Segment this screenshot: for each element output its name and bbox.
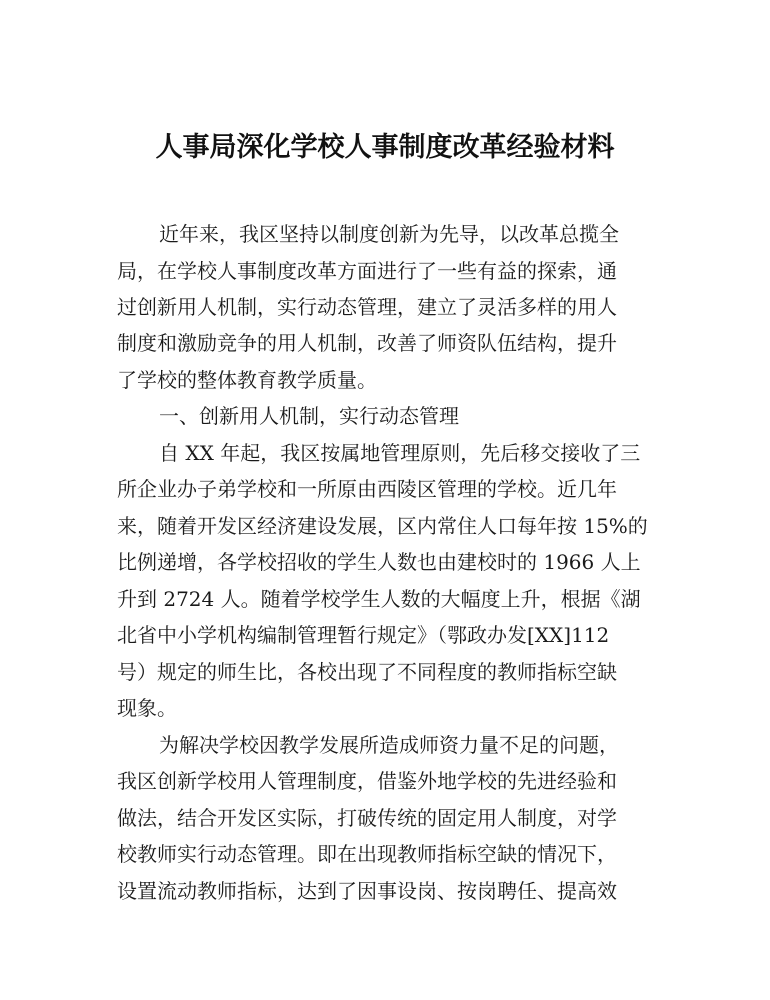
paragraph-line: 比例递增，各学校招收的学生人数也由建校时的 1966 人上 — [117, 550, 641, 574]
paragraph-line: 现象。 — [117, 696, 177, 720]
paragraph-line: 了学校的整体教育教学质量。 — [117, 368, 377, 392]
paragraph-line: 设置流动教师指标，达到了因事设岗、按岗聘任、提高效 — [117, 879, 617, 903]
paragraph-line: 所企业办子弟学校和一所原由西陵区管理的学校。近几年 — [117, 477, 617, 501]
paragraph-line: 北省中小学机构编制管理暂行规定》（鄂政办发[XX]112 — [117, 623, 610, 647]
paragraph-line: 为解决学校因教学发展所造成师资力量不足的问题， — [159, 733, 619, 757]
paragraph-line: 来，随着开发区经济建设发展，区内常住人口每年按 15%的 — [117, 514, 648, 538]
paragraph-line: 近年来，我区坚持以制度创新为先导，以改革总揽全 — [159, 222, 619, 246]
paragraph-line: 局，在学校人事制度改革方面进行了一些有益的探索，通 — [117, 259, 617, 283]
paragraph-line: 做法，结合开发区实际，打破传统的固定用人制度，对学 — [117, 806, 617, 830]
paragraph-line: 我区创新学校用人管理制度，借鉴外地学校的先进经验和 — [117, 769, 617, 793]
paragraph-line: 号）规定的师生比，各校出现了不同程度的教师指标空缺 — [117, 660, 617, 684]
section-heading: 一、创新用人机制，实行动态管理 — [159, 404, 459, 428]
paragraph-line: 制度和激励竞争的用人机制，改善了师资队伍结构，提升 — [117, 331, 617, 355]
paragraph-line: 过创新用人机制，实行动态管理，建立了灵活多样的用人 — [117, 295, 617, 319]
document-title: 人事局深化学校人事制度改革经验材料 — [155, 132, 615, 163]
paragraph-line: 升到 2724 人。随着学校学生人数的大幅度上升，根据《湖 — [117, 587, 641, 611]
paragraph-line: 校教师实行动态管理。即在出现教师指标空缺的情况下， — [117, 842, 617, 866]
paragraph-line: 自 XX 年起，我区按属地管理原则，先后移交接收了三 — [159, 441, 641, 465]
